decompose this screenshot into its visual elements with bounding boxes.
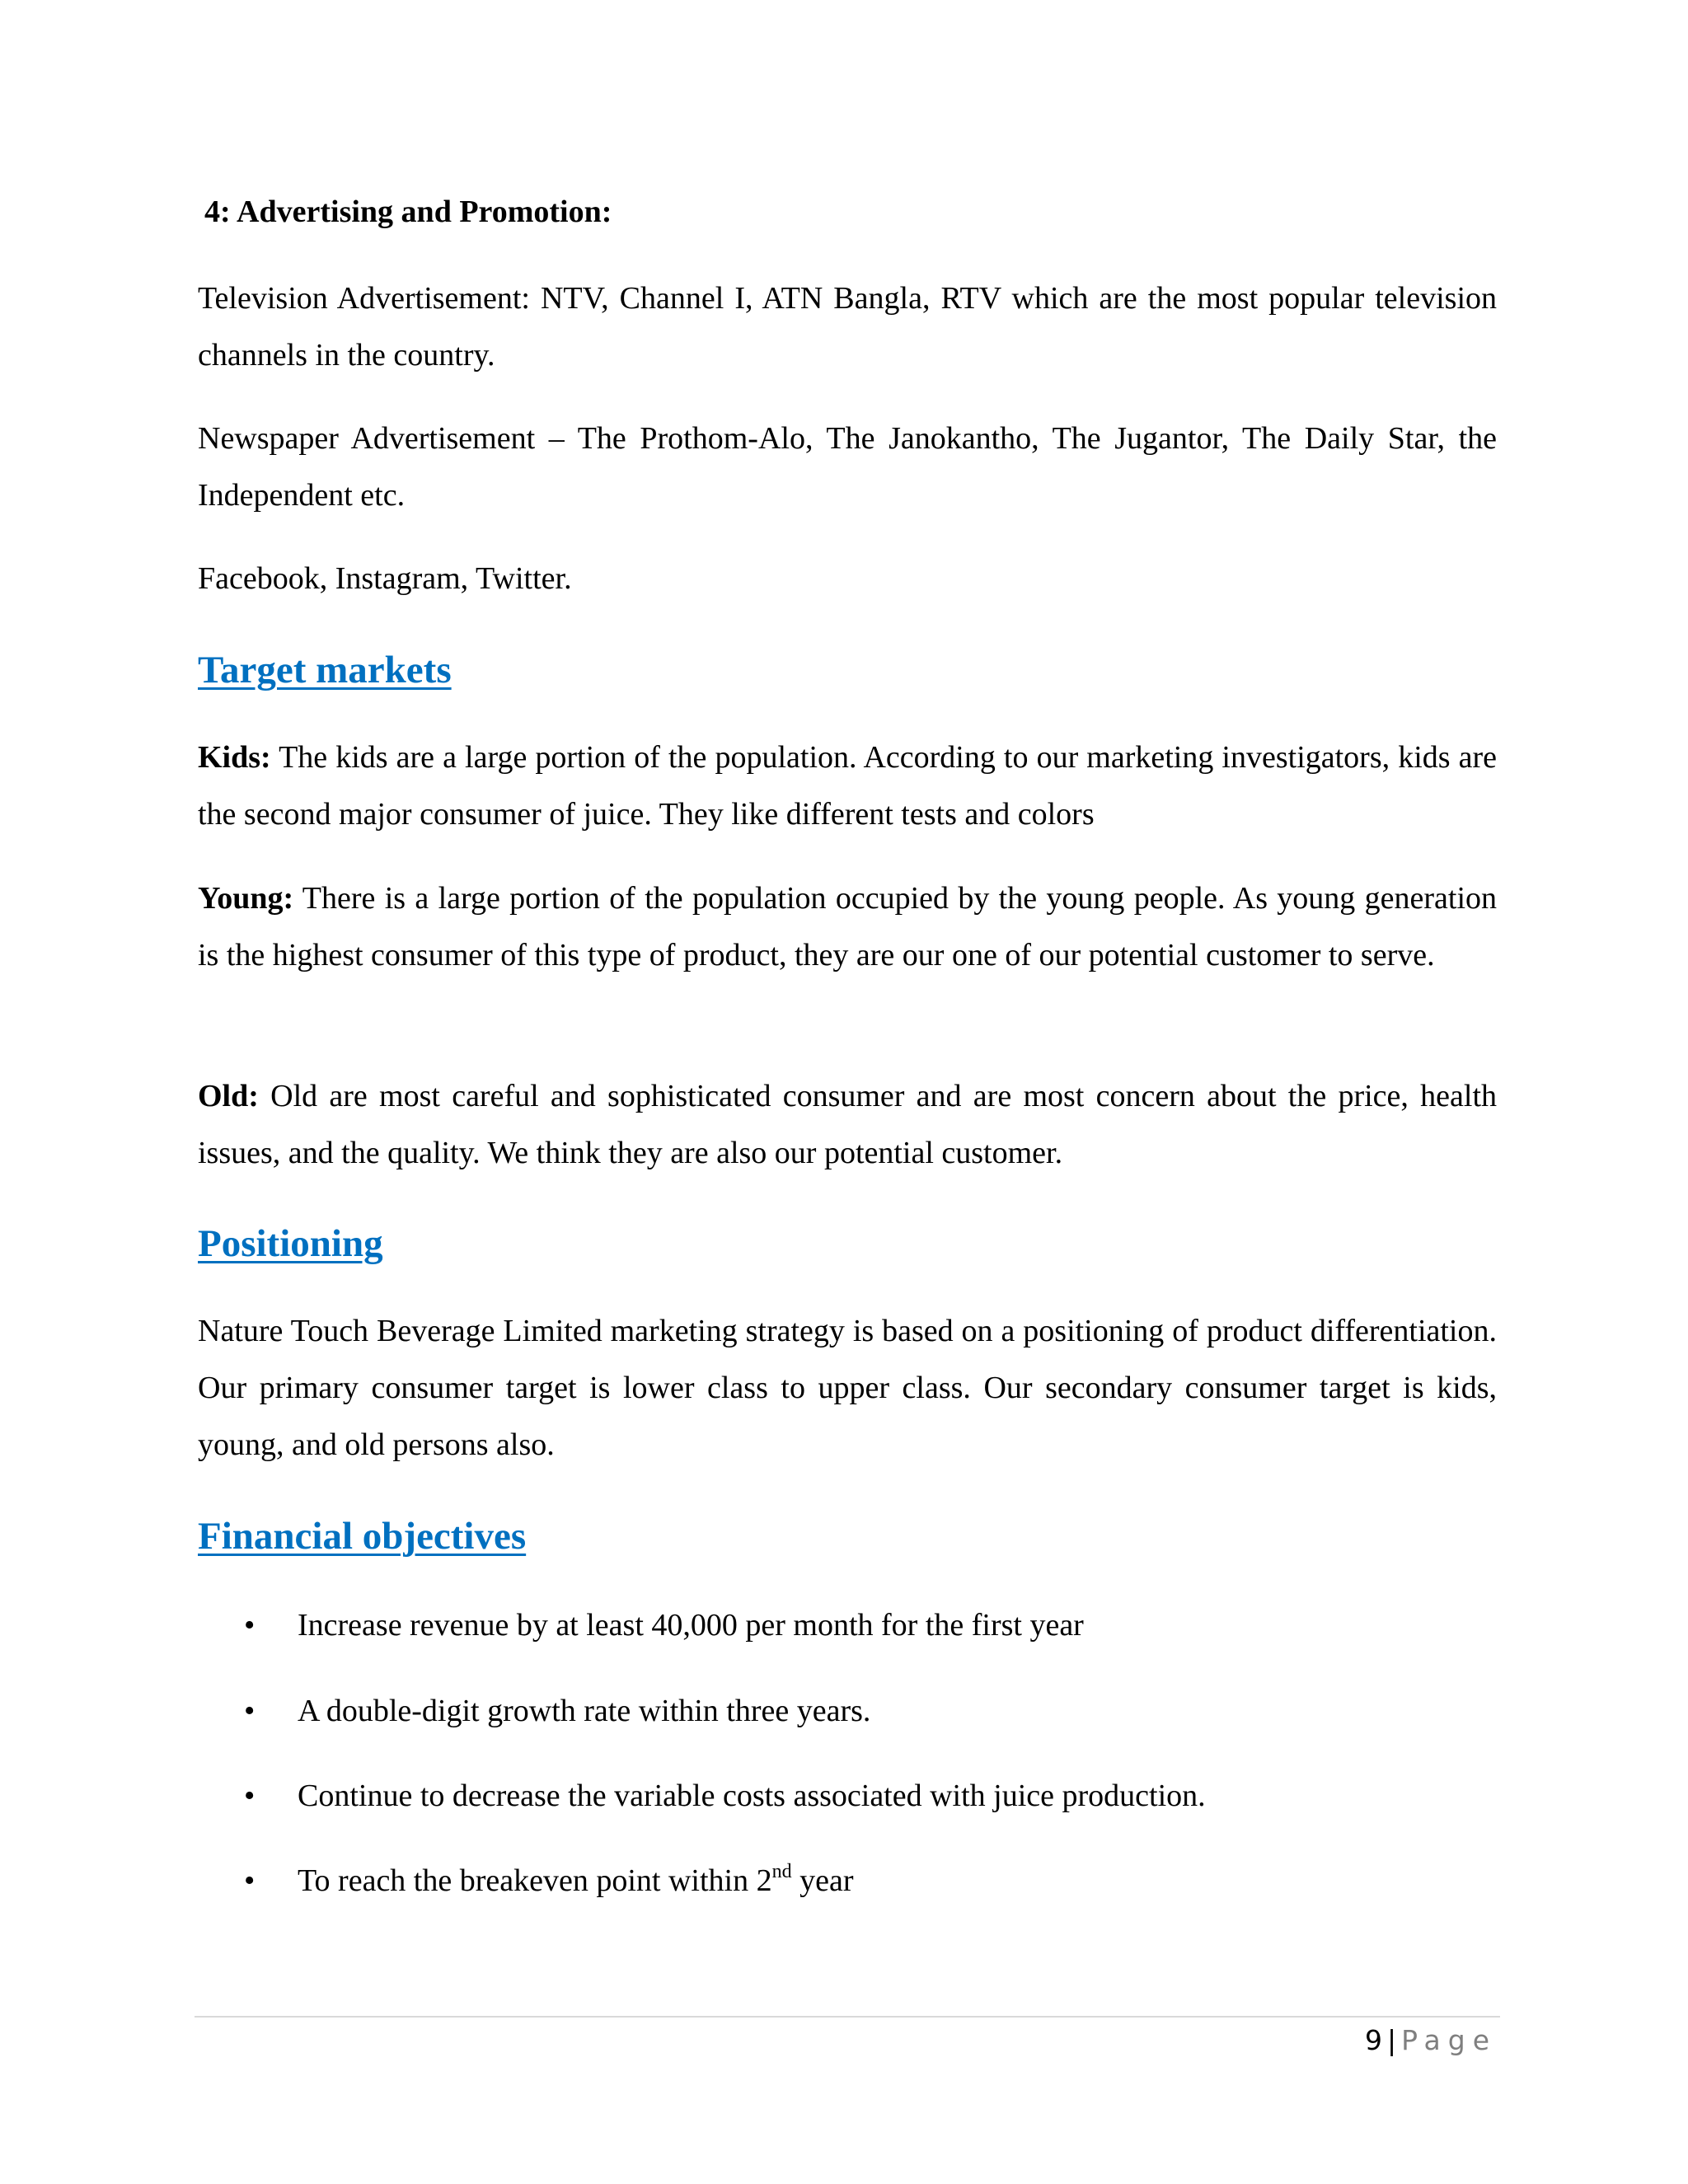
section-4-block [198, 191, 1497, 232]
page-footer [1365, 2021, 1497, 2060]
newspaper-advertisement-paragraph [198, 410, 1497, 524]
document-page [198, 0, 1497, 2184]
kids-paragraph [198, 729, 1497, 843]
breakeven-text-before: To reach the breakeven point within 2 [298, 1863, 772, 1898]
financial-objectives-heading[interactable]: Financial objectives [198, 1515, 527, 1558]
bullet-icon: • [244, 1608, 256, 1643]
social-media-text: Facebook, Instagram, Twitter. [198, 561, 572, 596]
footer-separator: | [1386, 2024, 1397, 2056]
positioning-paragraph [198, 1303, 1497, 1474]
bullet-icon: • [244, 1863, 256, 1898]
old-text [198, 1068, 1497, 1182]
breakeven-text-after: year [791, 1863, 854, 1898]
objective-breakeven [298, 1856, 853, 1905]
objective-costs: Continue to decrease the variable costs associated with juice production. [298, 1779, 1206, 1813]
kids-description: The kids are a large portion of the population. According to our marketing investigators, kids are the second major consumer of juice. They like different tests and colors [198, 740, 1497, 832]
target-markets-heading[interactable]: Target markets [198, 649, 452, 691]
ordinal-superscript: nd [771, 1861, 792, 1882]
page-number: 9 [1364, 2024, 1382, 2056]
young-label: Young: [198, 881, 294, 916]
section-heading-advertising: 4: Advertising and Promotion: [204, 194, 612, 229]
social-media-paragraph [198, 551, 1497, 607]
positioning-heading[interactable]: Positioning [198, 1222, 383, 1265]
objective-growth: A double-digit growth rate within three years. [298, 1694, 871, 1728]
kids-label: Kids: [198, 740, 271, 775]
young-paragraph [198, 870, 1497, 984]
young-description: There is a large portion of the population occupied by the young people. As young generation is the highest consumer of this type of product, they are our one of our potential customer to serve. [198, 881, 1497, 972]
old-paragraph [198, 1068, 1497, 1182]
page-label: Page [1401, 2024, 1497, 2056]
target-markets-heading-block [198, 645, 1497, 695]
tv-advertisement-text: Television Advertisement: NTV, Channel I, ATN Bangla, RTV which are the most popular television channels in the country. [198, 281, 1497, 373]
kids-text [198, 729, 1497, 843]
footer-divider [195, 2016, 1500, 2018]
bullet-icon: • [244, 1779, 256, 1813]
objective-revenue: Increase revenue by at least 40,000 per month for the first year [298, 1608, 1084, 1643]
positioning-text: Nature Touch Beverage Limited marketing strategy is based on a positioning of product differentiation. Our primary consumer target is lower class to upper class. Our secondary consumer target is kids, young, and old persons also. [198, 1314, 1497, 1462]
financial-objectives-heading-block [198, 1511, 1497, 1561]
young-text [198, 870, 1497, 984]
old-description: Old are most careful and sophisticated consumer and are most concern about the price, health issues, and the quality. We think they are also our potential customer. [198, 1079, 1497, 1170]
old-label: Old: [198, 1079, 259, 1113]
positioning-heading-block [198, 1219, 1497, 1268]
bullet-icon: • [244, 1694, 256, 1728]
newspaper-advertisement-text: Newspaper Advertisement – The Prothom-Alo, The Janokantho, The Jugantor, The Daily Star, the Independent etc. [198, 421, 1497, 513]
tv-advertisement-paragraph [198, 270, 1497, 384]
